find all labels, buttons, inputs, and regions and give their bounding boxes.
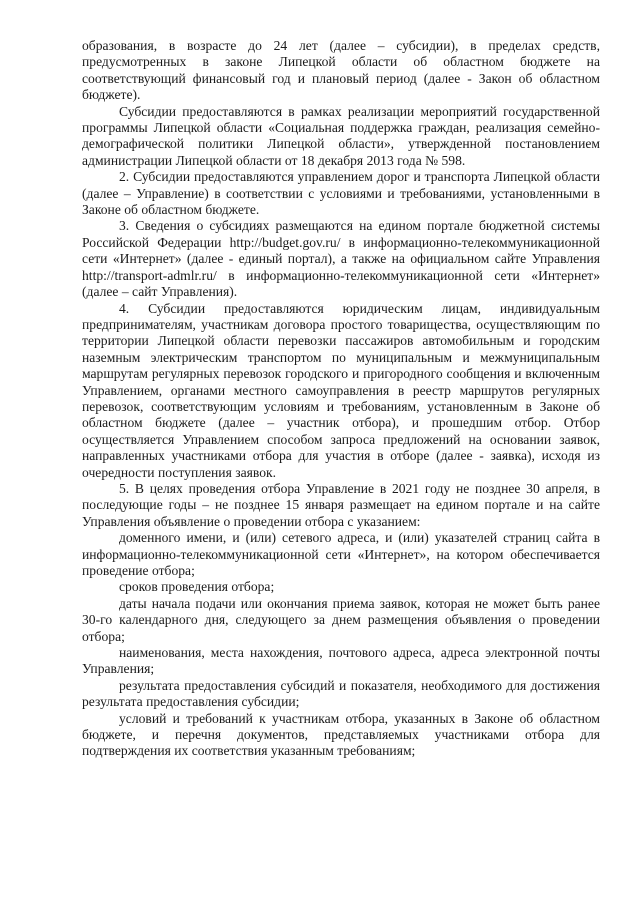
list-item-selection-dates: сроков проведения отбора;: [119, 579, 275, 595]
paragraph-state-program: Субсидии предоставляются в рамках реализации мероприятий государственной программы Липецкой области «Социальная поддержка граждан, реализация семейно-демографической политики Липецкой области», утвержденной постановлением администрации Липецкой области от 18 декабря 2013 года № 598.: [82, 103, 600, 168]
list-item-subsidy-result: результата предоставления субсидий и показателя, необходимого для достижения результата предоставления субсидии;: [82, 677, 600, 710]
list-item-domain-name: доменного имени, и (или) сетевого адреса, и (или) указателей страниц сайта в информационно-телекоммуникационной сети «Интернет», на котором обеспечивается проведение отбора;: [82, 530, 600, 578]
paragraph-continuation: образования, в возрасте до 24 лет (далее – субсидии), в пределах средств, предусмотренных в законе Липецкой области об областном бюджете на соответствующий финансовый год и плановый период (далее - Закон об областном бюджете).: [82, 38, 600, 103]
list-item-participant-requirements: условий и требований к участникам отбора, указанных в Законе об областном бюджете, и перечня документов, представляемых участниками отбора для подтверждения их соответствия указанным требованиям;: [82, 710, 600, 759]
list-item-department-contacts: наименования, места нахождения, почтового адреса, адреса электронной почты Управления;: [82, 645, 600, 677]
document-page: [82, 38, 600, 760]
paragraph-item-4: 4. Субсидии предоставляются юридическим лицам, индивидуальным предпринимателям, участникам договора простого товарищества, осуществляющим по территории Липецкой области перевозки пассажиров автомобильным и городским наземным электрическим транспортом по муниципальным и межмуниципальным маршрутам регулярных перевозок городского и пригородного сообщения и включенным Управлением, органами местного самоуправления в реестр маршрутов регулярных перевозок, соответствующим условиям и требованиям, установленным в Законе об областном бюджете (далее – участник отбора), и прошедшим отбор. Отбор осуществляется Управлением способом запроса предложений на основании заявок, направленных участниками отбора для участия в отборе (далее - заявка), исходя из очередности поступления заявок.: [82, 300, 600, 480]
list-item-application-dates: даты начала подачи или окончания приема заявок, которая не может быть ранее 30-го календарного дня, следующего за днем размещения объявления о проведении отбора;: [82, 595, 600, 644]
paragraph-item-5: 5. В целях проведения отбора Управление в 2021 году не позднее 30 апреля, в последующие годы – не позднее 15 января размещает на едином портале и на сайте Управления объявление о проведении отбора с указанием:: [82, 480, 600, 529]
paragraph-item-3: 3. Сведения о субсидиях размещаются на едином портале бюджетной системы Российской Федерации http://budget.gov.ru/ в информационно-телекоммуникационной сети «Интернет» (далее - единый портал), а также на официальном сайте Управления http://transport-admlr.ru/ в информационно-телекоммуникационной сети «Интернет» (далее – сайт Управления).: [82, 218, 600, 300]
paragraph-item-2: 2. Субсидии предоставляются управлением дорог и транспорта Липецкой области (далее – Управление) в соответствии с условиями и требованиями, установленными в Законе об областном бюджете.: [82, 169, 600, 218]
